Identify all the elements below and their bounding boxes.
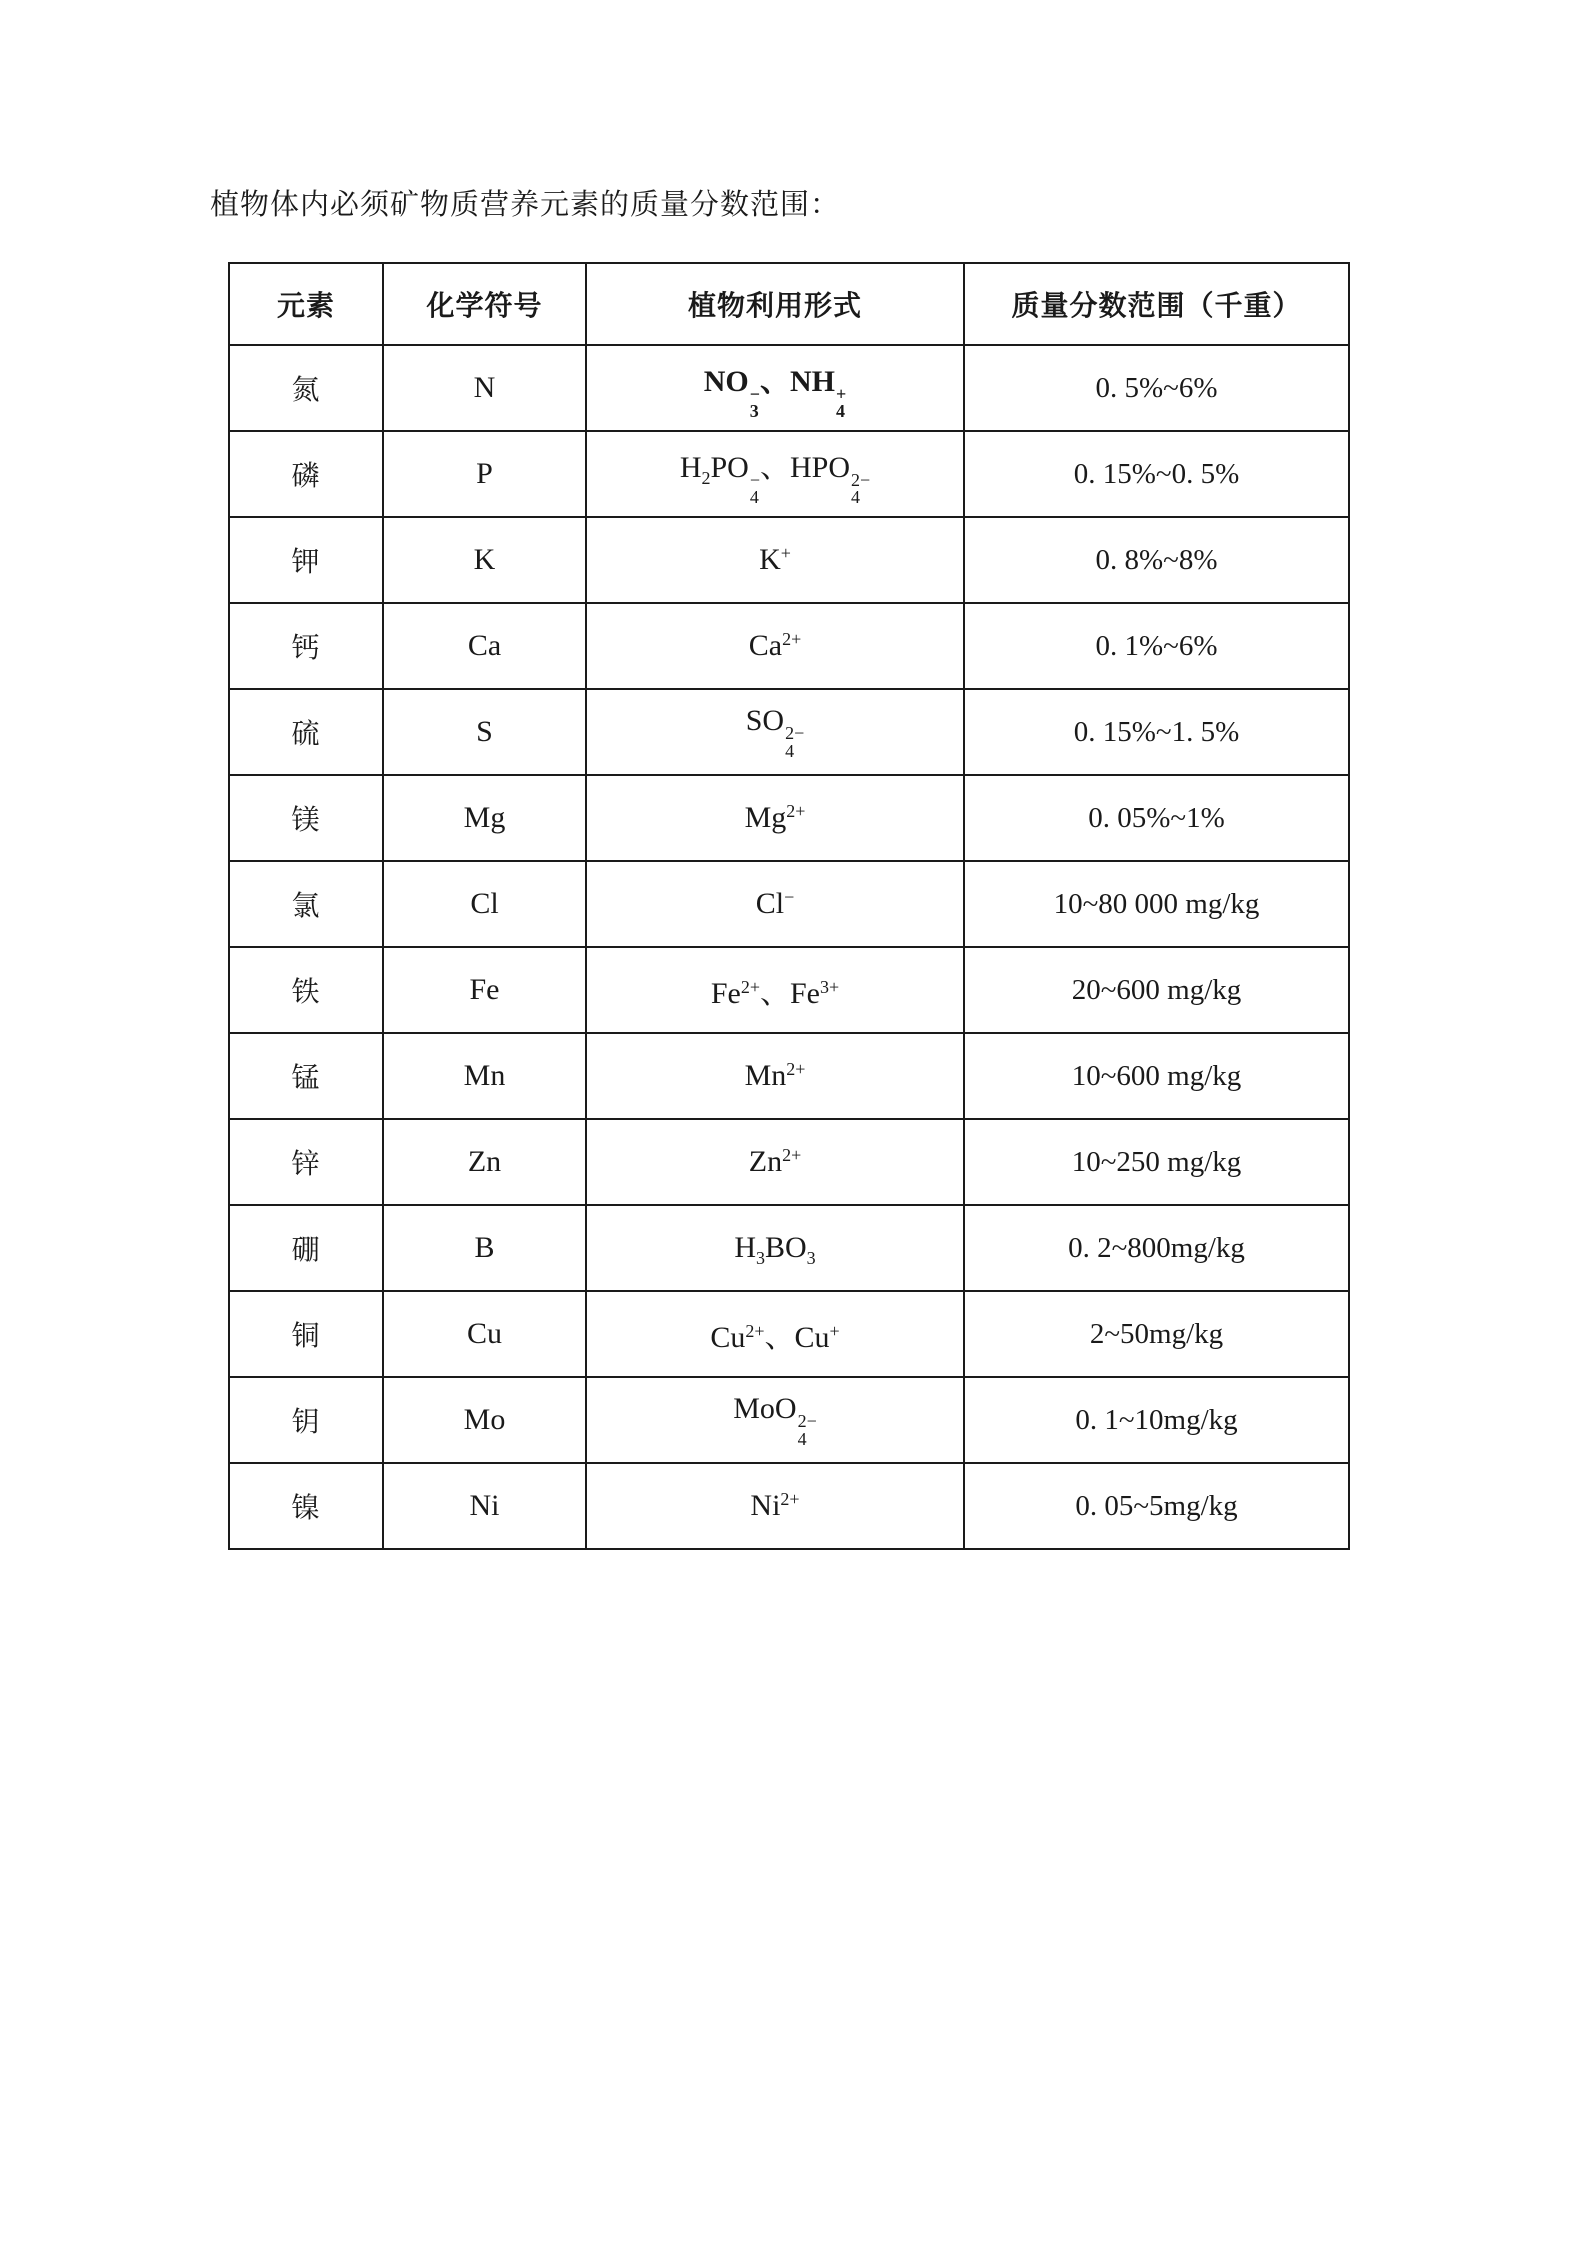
element-name-cell: 氮 xyxy=(229,345,383,431)
utilization-form-cell: $Mg^{2+}$ xyxy=(586,775,964,861)
mass-fraction-range-cell: 10~80 000 mg/kg xyxy=(964,861,1349,947)
table-row xyxy=(229,1291,1349,1377)
element-name-cell: 铜 xyxy=(229,1291,383,1377)
table-row xyxy=(229,1205,1349,1291)
utilization-form-cell: $Fe^{2+}$、$Fe^{3+}$ xyxy=(586,947,964,1033)
chemical-symbol-cell: Cl xyxy=(383,861,586,947)
mass-fraction-range-cell: 0. 15%~1. 5% xyxy=(964,689,1349,775)
ion-charge-stack: 2− 4 xyxy=(785,723,805,761)
table-row xyxy=(229,1377,1349,1463)
ion-charge-stack: + 4 xyxy=(836,383,847,421)
table-row xyxy=(229,431,1349,517)
mass-fraction-range-cell: 2~50mg/kg xyxy=(964,1291,1349,1377)
mass-fraction-range-cell: 0. 15%~0. 5% xyxy=(964,431,1349,517)
element-name-cell: 氯 xyxy=(229,861,383,947)
element-name-cell: 镁 xyxy=(229,775,383,861)
table-row xyxy=(229,1033,1349,1119)
header-range: 质量分数范围（千重） xyxy=(964,263,1349,345)
header-form: 植物利用形式 xyxy=(586,263,964,345)
mass-fraction-range-cell: 0. 05~5mg/kg xyxy=(964,1463,1349,1549)
table-row xyxy=(229,603,1349,689)
chemical-symbol-cell: Mn xyxy=(383,1033,586,1119)
mass-fraction-range-cell: 0. 1~10mg/kg xyxy=(964,1377,1349,1463)
utilization-form-cell: $Cu^{2+}$、Cu+ xyxy=(586,1291,964,1377)
ion-charge-stack: 2− 4 xyxy=(797,1411,817,1449)
utilization-form-cell: $Zn^{2+}$ xyxy=(586,1119,964,1205)
mass-fraction-range-cell: 0. 1%~6% xyxy=(964,603,1349,689)
element-name-cell: 钙 xyxy=(229,603,383,689)
chemical-symbol-cell: Cu xyxy=(383,1291,586,1377)
chemical-symbol-cell: P xyxy=(383,431,586,517)
mass-fraction-range-cell: 0. 5%~6% xyxy=(964,345,1349,431)
element-name-cell: 磷 xyxy=(229,431,383,517)
header-element: 元素 xyxy=(229,263,383,345)
utilization-form-cell: $H_2PO$ − 4 、HPO 2− 4 xyxy=(586,431,964,517)
chemical-symbol-cell: Fe xyxy=(383,947,586,1033)
mass-fraction-range-cell: 0. 2~800mg/kg xyxy=(964,1205,1349,1291)
chemical-symbol-cell: Mo xyxy=(383,1377,586,1463)
element-name-cell: 铁 xyxy=(229,947,383,1033)
element-name-cell: 硼 xyxy=(229,1205,383,1291)
ion-charge-stack: 2− 4 xyxy=(851,469,871,507)
nutrient-table xyxy=(228,262,1350,1550)
table-row xyxy=(229,1463,1349,1549)
table-body xyxy=(229,345,1349,1549)
utilization-form-cell: SO 2− 4 xyxy=(586,689,964,775)
utilization-form-cell: $Mn^{2+}$ xyxy=(586,1033,964,1119)
element-name-cell: 锌 xyxy=(229,1119,383,1205)
mass-fraction-range-cell: 20~600 mg/kg xyxy=(964,947,1349,1033)
utilization-form-cell: $Ni^{2+}$ xyxy=(586,1463,964,1549)
mass-fraction-range-cell: 10~250 mg/kg xyxy=(964,1119,1349,1205)
table-row xyxy=(229,345,1349,431)
utilization-form-cell: NO − 3 、NH + 4 xyxy=(586,345,964,431)
element-name-cell: 锰 xyxy=(229,1033,383,1119)
chemical-symbol-cell: K xyxy=(383,517,586,603)
utilization-form-cell: K+ xyxy=(586,517,964,603)
table-row xyxy=(229,947,1349,1033)
element-name-cell: 钥 xyxy=(229,1377,383,1463)
utilization-form-cell: $Ca^{2+}$ xyxy=(586,603,964,689)
chemical-symbol-cell: Mg xyxy=(383,775,586,861)
table-row xyxy=(229,775,1349,861)
table-row xyxy=(229,689,1349,775)
chemical-symbol-cell: Ca xyxy=(383,603,586,689)
ion-charge-stack: − 4 xyxy=(749,469,760,507)
table-header-row xyxy=(229,263,1349,345)
utilization-form-cell: $H_3BO_3$ xyxy=(586,1205,964,1291)
document-title: 植物体内必须矿物质营养元素的质量分数范围： xyxy=(210,189,841,221)
header-symbol: 化学符号 xyxy=(383,263,586,345)
ion-charge-stack: − 3 xyxy=(749,383,760,421)
utilization-form-cell: Cl− xyxy=(586,861,964,947)
chemical-symbol-cell: Zn xyxy=(383,1119,586,1205)
chemical-symbol-cell: N xyxy=(383,345,586,431)
chemical-symbol-cell: B xyxy=(383,1205,586,1291)
mass-fraction-range-cell: 0. 8%~8% xyxy=(964,517,1349,603)
chemical-symbol-cell: S xyxy=(383,689,586,775)
element-name-cell: 镍 xyxy=(229,1463,383,1549)
element-name-cell: 硫 xyxy=(229,689,383,775)
table-row xyxy=(229,1119,1349,1205)
utilization-form-cell: MoO 2− 4 xyxy=(586,1377,964,1463)
mass-fraction-range-cell: 0. 05%~1% xyxy=(964,775,1349,861)
mass-fraction-range-cell: 10~600 mg/kg xyxy=(964,1033,1349,1119)
table-row xyxy=(229,861,1349,947)
element-name-cell: 钾 xyxy=(229,517,383,603)
table-row xyxy=(229,517,1349,603)
chemical-symbol-cell: Ni xyxy=(383,1463,586,1549)
